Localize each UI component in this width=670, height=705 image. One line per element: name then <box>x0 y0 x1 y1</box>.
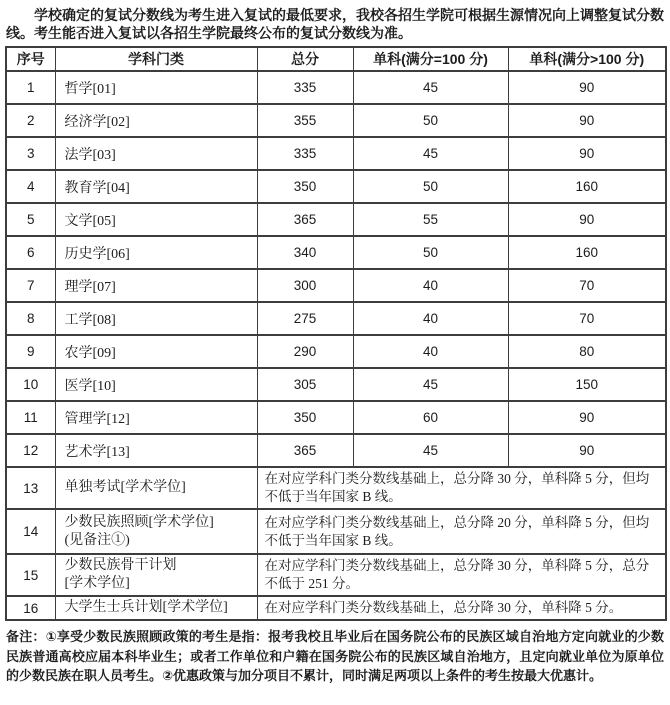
cell-total-score: 335 <box>257 71 353 104</box>
table-row <box>6 368 666 401</box>
cell-total-score: 355 <box>257 104 353 137</box>
col-header-total: 总分 <box>257 47 353 71</box>
cell-category: 管理学[12] <box>55 401 257 434</box>
cell-category: 教育学[04] <box>55 170 257 203</box>
table-header-row <box>6 47 666 71</box>
category-line-1: 少数民族骨干计划 <box>64 558 177 573</box>
cell-single-over-100: 90 <box>508 203 666 236</box>
notes-paragraph: 备注：①享受少数民族照顾政策的考生是指：报考我校且毕业后在国务院公布的民族区域自治地方定向就业的少数民族普通高校应届本科毕业生；或者工作单位和户籍在国务院公布的民族区域自治地方，且定向就业单位为原单位的少数民族在职人员考生。②优惠政策与加分项目不累计，同时满足两项以上条件的考生按最大优惠计。 <box>6 629 664 683</box>
cell-row-number: 8 <box>6 302 55 335</box>
cell-total-score: 300 <box>257 269 353 302</box>
col-header-category: 学科门类 <box>55 47 257 71</box>
cell-row-number: 15 <box>6 554 55 596</box>
cell-single-over-100: 150 <box>508 368 666 401</box>
cell-single-100: 50 <box>353 236 508 269</box>
cell-row-number: 3 <box>6 137 55 170</box>
cell-category: 文学[05] <box>55 203 257 236</box>
cell-total-score: 365 <box>257 434 353 467</box>
table-row <box>6 71 666 104</box>
policy-rows-body <box>6 467 666 620</box>
table-row <box>6 596 666 620</box>
table-row <box>6 467 666 509</box>
intro-paragraph: 学校确定的复试分数线为考生进入复试的最低要求，我校各招生学院可根据生源情况向上调整复试分数线。考生能否进入复试以各招生学院最终公布的复试分数线为准。 <box>6 7 664 41</box>
cell-total-score: 365 <box>257 203 353 236</box>
cell-category: 历史学[06] <box>55 236 257 269</box>
cell-total-score: 275 <box>257 302 353 335</box>
cell-category <box>55 509 257 554</box>
cell-total-score: 350 <box>257 170 353 203</box>
cell-category <box>55 596 257 620</box>
category-line-1: 少数民族照顾[学术学位] <box>64 514 214 530</box>
cell-policy-description: 在对应学科门类分数线基础上，总分降 30 分，单科降 5 分。 <box>257 596 666 620</box>
table-row <box>6 434 666 467</box>
category-line-2: (见备注①) <box>64 532 130 548</box>
table-row <box>6 269 666 302</box>
cell-single-over-100: 160 <box>508 236 666 269</box>
cell-single-100: 45 <box>353 137 508 170</box>
table-row <box>6 170 666 203</box>
cell-total-score: 350 <box>257 401 353 434</box>
cell-category: 农学[09] <box>55 335 257 368</box>
cell-row-number: 14 <box>6 509 55 554</box>
cell-row-number: 16 <box>6 596 55 620</box>
table-row <box>6 137 666 170</box>
cell-row-number: 5 <box>6 203 55 236</box>
cell-row-number: 13 <box>6 467 55 509</box>
cell-category: 哲学[01] <box>55 71 257 104</box>
cell-policy-description: 在对应学科门类分数线基础上，总分降 30 分，单科降 5 分，总分不低于 251 分。 <box>257 554 666 596</box>
table-row <box>6 335 666 368</box>
col-header-no: 序号 <box>6 47 55 71</box>
cell-category <box>55 467 257 509</box>
cell-category: 医学[10] <box>55 368 257 401</box>
cell-row-number: 10 <box>6 368 55 401</box>
cell-single-over-100: 70 <box>508 269 666 302</box>
cell-category: 艺术学[13] <box>55 434 257 467</box>
cell-single-over-100: 90 <box>508 71 666 104</box>
table-row <box>6 203 666 236</box>
cell-total-score: 305 <box>257 368 353 401</box>
cell-row-number: 2 <box>6 104 55 137</box>
cell-single-over-100: 90 <box>508 104 666 137</box>
cell-single-over-100: 80 <box>508 335 666 368</box>
cell-single-100: 40 <box>353 269 508 302</box>
cell-row-number: 7 <box>6 269 55 302</box>
cell-category: 法学[03] <box>55 137 257 170</box>
cell-row-number: 12 <box>6 434 55 467</box>
cell-row-number: 11 <box>6 401 55 434</box>
cell-single-over-100: 70 <box>508 302 666 335</box>
cell-row-number: 6 <box>6 236 55 269</box>
cell-single-100: 50 <box>353 170 508 203</box>
table-row <box>6 509 666 554</box>
col-header-single-100: 单科(满分=100 分) <box>353 47 508 71</box>
cell-single-100: 40 <box>353 302 508 335</box>
col-header-single-over-100: 单科(满分>100 分) <box>508 47 666 71</box>
cell-single-100: 50 <box>353 104 508 137</box>
cell-single-100: 60 <box>353 401 508 434</box>
cell-single-100: 40 <box>353 335 508 368</box>
cell-category <box>55 554 257 596</box>
cell-category: 工学[08] <box>55 302 257 335</box>
table-row <box>6 104 666 137</box>
cell-policy-description: 在对应学科门类分数线基础上，总分降 20 分，单科降 5 分，但均不低于当年国家 B 线。 <box>257 509 666 554</box>
cell-single-100: 45 <box>353 71 508 104</box>
category-line-1: 大学生士兵计划[学术学位] <box>64 600 228 615</box>
score-rows-body <box>6 71 666 467</box>
table-row <box>6 554 666 596</box>
cell-single-over-100: 90 <box>508 434 666 467</box>
cell-row-number: 1 <box>6 71 55 104</box>
score-line-table <box>5 46 667 621</box>
cell-row-number: 9 <box>6 335 55 368</box>
cell-category: 理学[07] <box>55 269 257 302</box>
cell-single-100: 45 <box>353 368 508 401</box>
table-row <box>6 302 666 335</box>
cell-single-over-100: 90 <box>508 137 666 170</box>
cell-total-score: 335 <box>257 137 353 170</box>
cell-single-100: 55 <box>353 203 508 236</box>
category-line-1: 单独考试[学术学位] <box>64 480 186 495</box>
cell-total-score: 340 <box>257 236 353 269</box>
table-row <box>6 236 666 269</box>
category-line-2: [学术学位] <box>64 576 130 591</box>
cell-policy-description: 在对应学科门类分数线基础上，总分降 30 分，单科降 5 分，但均不低于当年国家 B 线。 <box>257 467 666 509</box>
cell-single-100: 45 <box>353 434 508 467</box>
table-row <box>6 401 666 434</box>
cell-category: 经济学[02] <box>55 104 257 137</box>
cell-single-over-100: 160 <box>508 170 666 203</box>
cell-row-number: 4 <box>6 170 55 203</box>
cell-single-over-100: 90 <box>508 401 666 434</box>
cell-total-score: 290 <box>257 335 353 368</box>
